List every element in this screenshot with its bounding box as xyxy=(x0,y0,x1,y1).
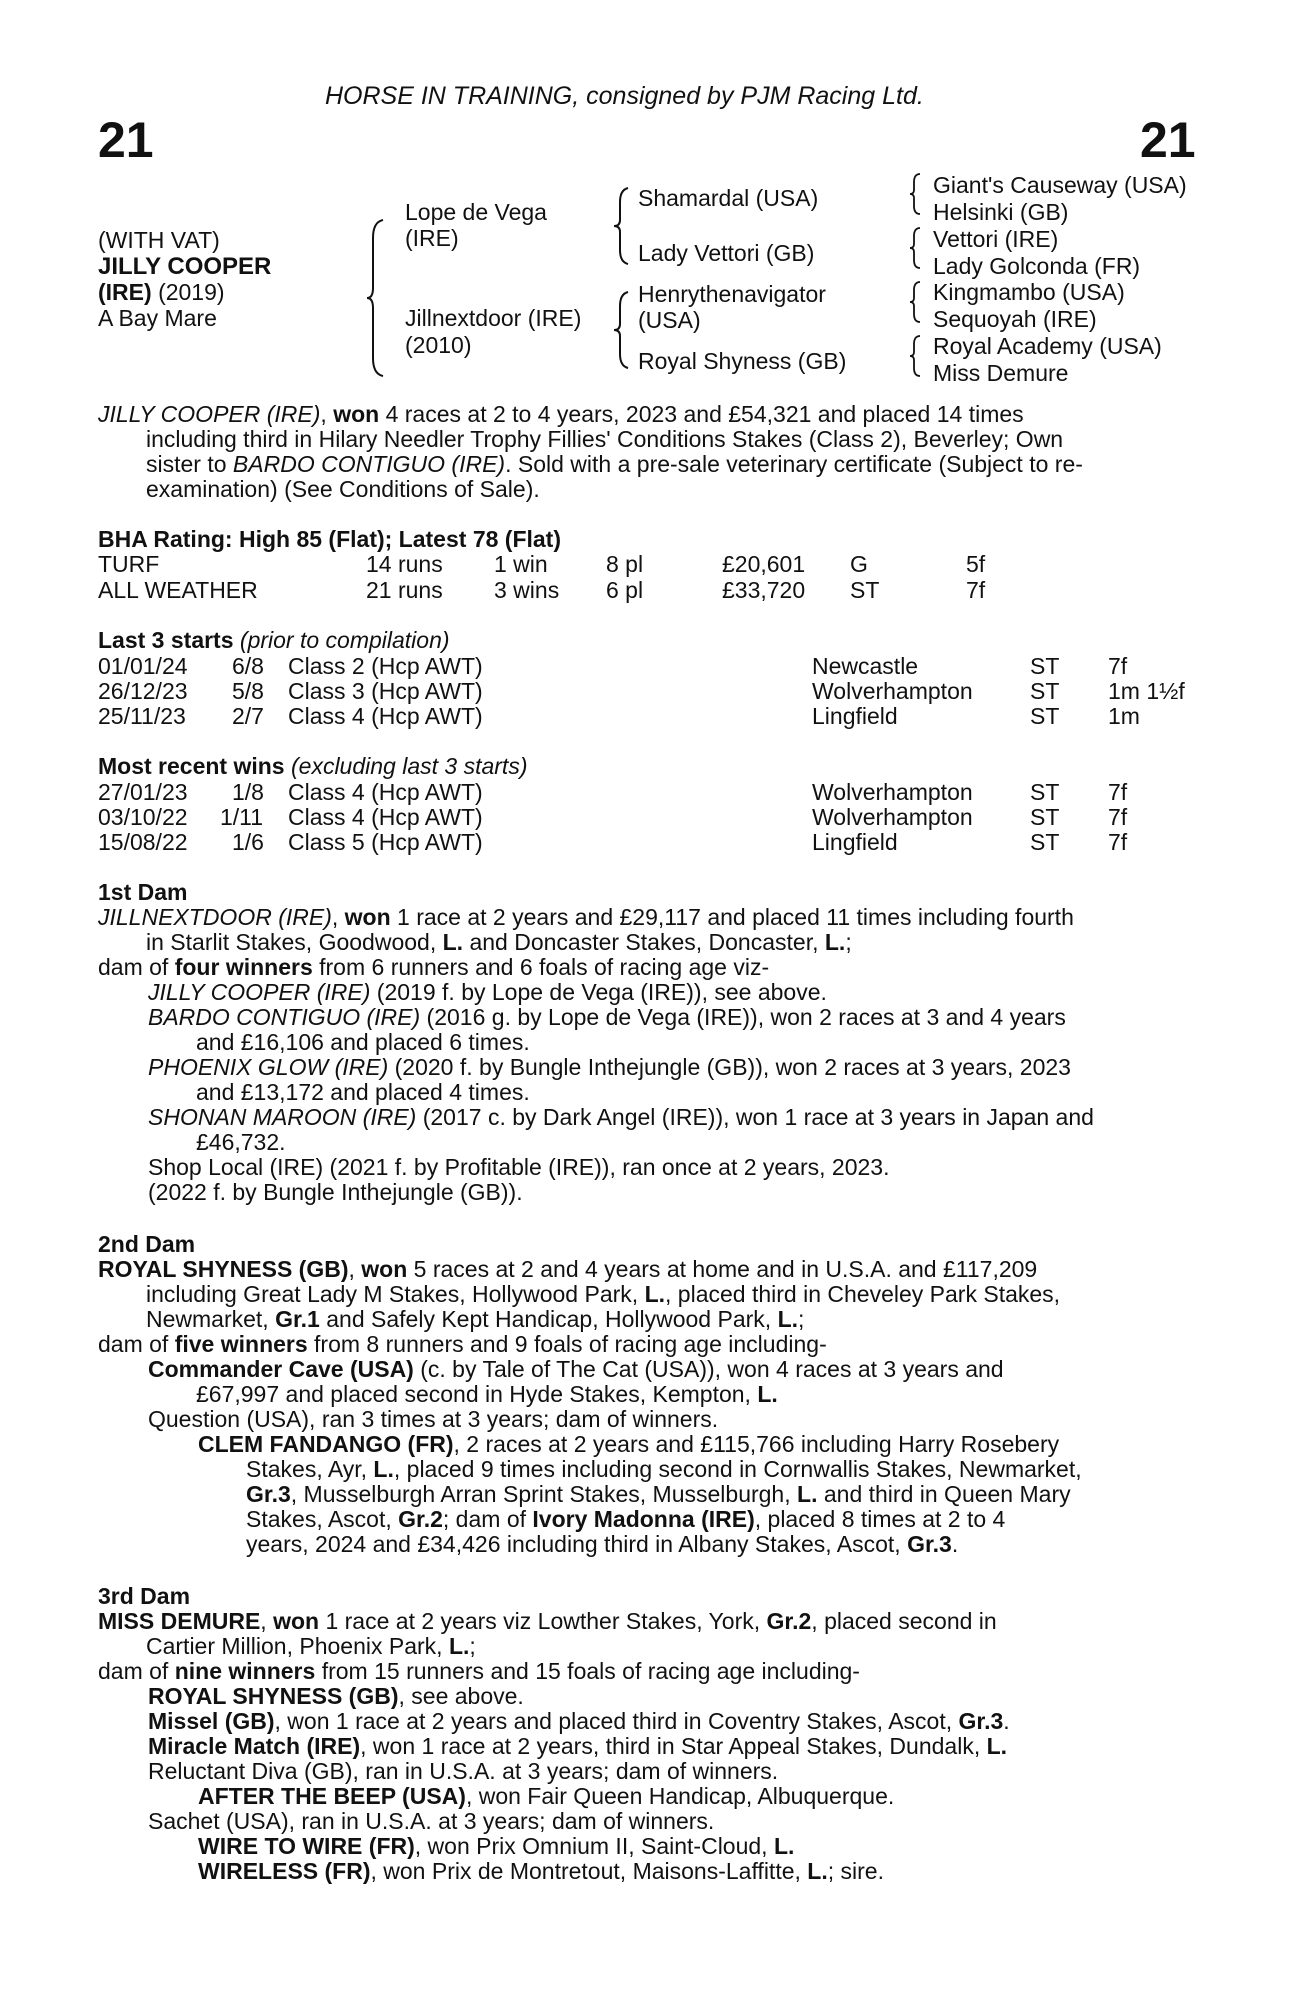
dam1-foal-3-cont: and £13,172 and placed 4 times. xyxy=(196,1079,530,1105)
pedigree-brace-gen3 xyxy=(908,172,924,392)
dam2-foal-1: Commander Cave (USA) (c. by Tale of The Cat (USA)), won 4 races at 3 years and xyxy=(148,1356,1004,1382)
dam-year: (2010) xyxy=(405,332,472,358)
dam2-grandfoal-line-4: Stakes, Ascot, Gr.2; dam of Ivory Madonna (IRE), placed 8 times at 2 to 4 xyxy=(246,1506,1006,1532)
dam1-foal-2: BARDO CONTIGUO (IRE) (2016 g. by Lope de Vega (IRE)), won 2 races at 3 and 4 years xyxy=(148,1004,1066,1030)
pedigree-brace-dam xyxy=(612,290,632,370)
vat-note: (WITH VAT) xyxy=(98,227,220,253)
bha-rating-title: BHA Rating: High 85 (Flat); Latest 78 (Flat) xyxy=(98,526,561,552)
gen3-sds: Vettori (IRE) xyxy=(933,226,1059,252)
dam2-line-2: including Great Lady M Stakes, Hollywood Park, L., placed third in Cheveley Park Stakes, xyxy=(146,1281,1061,1307)
catalogue-header: HORSE IN TRAINING, consigned by PJM Racing Ltd. xyxy=(325,82,924,110)
lot-number-right: 21 xyxy=(1140,112,1196,168)
dam3-line-1: MISS DEMURE, won 1 race at 2 years viz Lowther Stakes, York, Gr.2, placed second in xyxy=(98,1608,997,1634)
intro-line-1: JILLY COOPER (IRE), won 4 races at 2 to 4 years, 2023 and £54,321 and placed 14 times xyxy=(98,401,1024,427)
dam2-foal-2: Question (USA), ran 3 times at 3 years; dam of winners. xyxy=(148,1406,719,1432)
dam2-dam-of: dam of five winners from 8 runners and 9 foals of racing age including- xyxy=(98,1331,827,1357)
sire-country: (IRE) xyxy=(405,225,459,251)
gen3-ddd: Miss Demure xyxy=(933,360,1069,386)
dam2-grandfoal-line-3: Gr.3, Musselburgh Arran Sprint Stakes, Musselburgh, L. and third in Queen Mary xyxy=(246,1481,1071,1507)
dam3-foal-3: Miracle Match (IRE), won 1 race at 2 years, third in Star Appeal Stakes, Dundalk, L. xyxy=(148,1733,1008,1759)
third-dam-title: 3rd Dam xyxy=(98,1583,191,1609)
gen3-dsd: Sequoyah (IRE) xyxy=(933,306,1097,332)
dam1-foal-4-cont: £46,732. xyxy=(196,1129,286,1155)
dam-sire-name: Henrythenavigator xyxy=(638,281,826,307)
horse-name: JILLY COOPER xyxy=(98,253,272,280)
dam3-grandfoal-3: WIRELESS (FR), won Prix de Montretout, Maisons-Laffitte, L.; sire. xyxy=(198,1858,884,1884)
dam1-foal-5: Shop Local (IRE) (2021 f. by Profitable (IRE)), ran once at 2 years, 2023. xyxy=(148,1154,890,1180)
intro-line-2: including third in Hilary Needler Trophy Fillies' Conditions Stakes (Class 2), Beverley; Own xyxy=(146,426,1064,452)
dam3-foal-4: Reluctant Diva (GB), ran in U.S.A. at 3 years; dam of winners. xyxy=(148,1758,779,1784)
gen3-dds: Royal Academy (USA) xyxy=(933,333,1162,359)
dam3-line-2: Cartier Million, Phoenix Park, L.; xyxy=(146,1633,476,1659)
dam1-foal-4: SHONAN MAROON (IRE) (2017 c. by Dark Angel (IRE)), won 1 race at 3 years in Japan and xyxy=(148,1104,1094,1130)
dam-name: Jillnextdoor (IRE) xyxy=(405,305,582,331)
first-dam-title: 1st Dam xyxy=(98,879,188,905)
gen3-dss: Kingmambo (USA) xyxy=(933,279,1125,305)
dam2-line-3: Newmarket, Gr.1 and Safely Kept Handicap, Hollywood Park, L.; xyxy=(146,1306,805,1332)
dam1-dam-of: dam of four winners from 6 runners and 6 foals of racing age viz- xyxy=(98,954,770,980)
pedigree-brace-sire xyxy=(612,186,632,266)
sire-name: Lope de Vega xyxy=(405,199,547,225)
gen3-sss: Giant's Causeway (USA) xyxy=(933,172,1187,198)
dam-sire-country: (USA) xyxy=(638,307,701,333)
recent-wins-title: Most recent wins (excluding last 3 starts) xyxy=(98,753,528,779)
lot-number-left: 21 xyxy=(98,112,154,168)
dam1-foal-2-cont: and £16,106 and placed 6 times. xyxy=(196,1029,530,1055)
dam2-grandfoal-line-1: CLEM FANDANGO (FR), 2 races at 2 years and £115,766 including Harry Rosebery xyxy=(198,1431,1060,1457)
dam2-line-1: ROYAL SHYNESS (GB), won 5 races at 2 and 4 years at home and in U.S.A. and £117,209 xyxy=(98,1256,1038,1282)
dam3-foal-2: Missel (GB), won 1 race at 2 years and placed third in Coventry Stakes, Ascot, Gr.3. xyxy=(148,1708,1010,1734)
second-dam-title: 2nd Dam xyxy=(98,1231,196,1257)
dam3-grandfoal-2: WIRE TO WIRE (FR), won Prix Omnium II, Saint-Cloud, L. xyxy=(198,1833,795,1859)
gen3-ssd: Helsinki (GB) xyxy=(933,199,1069,225)
dam-dam: Royal Shyness (GB) xyxy=(638,348,847,374)
dam1-line-1: JILLNEXTDOOR (IRE), won 1 race at 2 years and £29,117 and placed 11 times including fourth xyxy=(98,904,1074,930)
pedigree-brace-gen1 xyxy=(365,218,387,378)
sire-dam: Lady Vettori (GB) xyxy=(638,240,815,266)
last-3-starts-title: Last 3 starts (prior to compilation) xyxy=(98,627,450,653)
dam3-grandfoal-1: AFTER THE BEEP (USA), won Fair Queen Handicap, Albuquerque. xyxy=(198,1783,895,1809)
intro-line-3: sister to BARDO CONTIGUO (IRE). Sold with a pre-sale veterinary certificate (Subject to re- xyxy=(146,451,1083,477)
sire-sire: Shamardal (USA) xyxy=(638,185,819,211)
horse-country-year: (IRE) (2019) xyxy=(98,279,225,305)
gen3-sdd: Lady Golconda (FR) xyxy=(933,253,1141,279)
dam1-foal-3: PHOENIX GLOW (IRE) (2020 f. by Bungle Inthejungle (GB)), won 2 races at 3 years, 2023 xyxy=(148,1054,1071,1080)
intro-line-4: examination) (See Conditions of Sale). xyxy=(146,476,540,502)
dam3-foal-1: ROYAL SHYNESS (GB), see above. xyxy=(148,1683,524,1709)
dam3-foal-5: Sachet (USA), ran in U.S.A. at 3 years; dam of winners. xyxy=(148,1808,715,1834)
dam2-foal-1-cont: £67,997 and placed second in Hyde Stakes, Kempton, L. xyxy=(196,1381,778,1407)
dam1-foal-1: JILLY COOPER (IRE) (2019 f. by Lope de Vega (IRE)), see above. xyxy=(148,979,827,1005)
horse-description: A Bay Mare xyxy=(98,305,217,331)
dam3-dam-of: dam of nine winners from 15 runners and 15 foals of racing age including- xyxy=(98,1658,860,1684)
dam2-grandfoal-line-2: Stakes, Ayr, L., placed 9 times including second in Cornwallis Stakes, Newmarket, xyxy=(246,1456,1082,1482)
dam2-grandfoal-line-5: years, 2024 and £34,426 including third in Albany Stakes, Ascot, Gr.3. xyxy=(246,1531,959,1557)
dam1-line-2: in Starlit Stakes, Goodwood, L. and Doncaster Stakes, Doncaster, L.; xyxy=(146,929,852,955)
dam1-foal-6: (2022 f. by Bungle Inthejungle (GB)). xyxy=(148,1179,523,1205)
